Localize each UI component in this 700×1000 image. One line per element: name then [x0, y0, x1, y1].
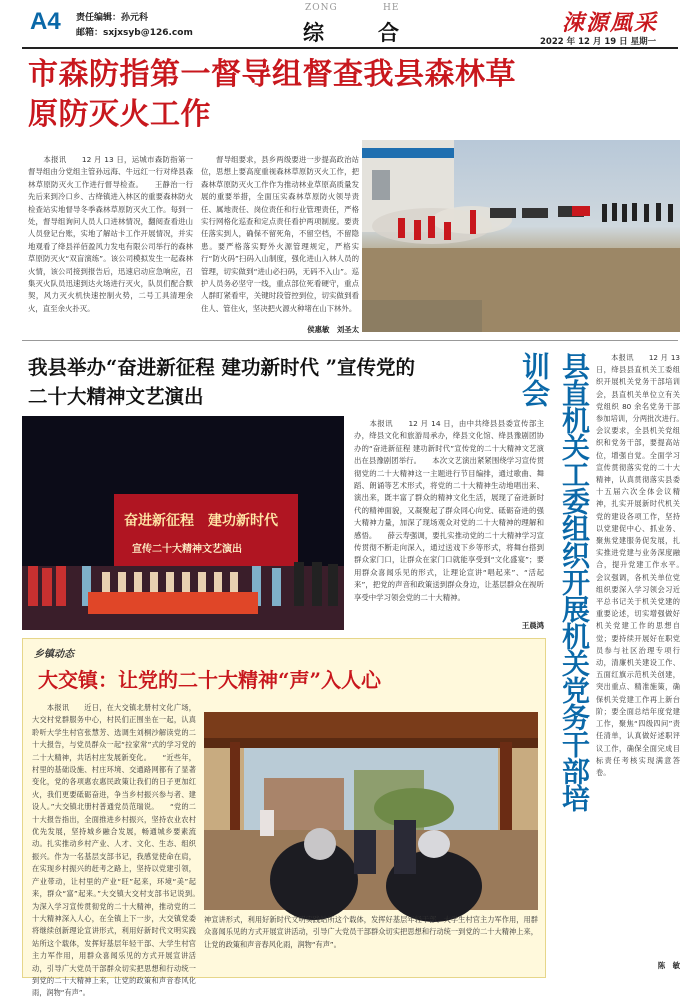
- article3-headline: 大交镇：让党的二十大精神“声”入人心: [38, 668, 382, 692]
- section-char-1: 综: [303, 20, 324, 45]
- pavilion-lecture-photo: [204, 712, 538, 910]
- article2-headline-line2: 二十大精神文艺演出: [28, 385, 204, 408]
- article1-headline-line1: 市森防指第一督导组督查我县森林草: [28, 57, 516, 92]
- page-header: [0, 0, 700, 48]
- pinyin-left: ZONG: [305, 3, 338, 13]
- section-divider-1: [22, 340, 678, 341]
- page-number: A4: [30, 8, 61, 35]
- kicker-text: 乡镇动态: [34, 649, 74, 660]
- article4-vertical-headline: 县直机关工委组织开展机关党务干部培训会: [518, 352, 591, 811]
- pinyin-right: HE: [383, 3, 400, 13]
- town-news-kicker: [34, 645, 74, 660]
- issue-date: 2022 年 12 月 19 日 星期一: [540, 37, 657, 47]
- article1-column-2: 督导组要求，县乡两级要进一步提高政治站位，思想上要高度重视森林草原防灭火工作，把森林草原防灭火工作作为推动林业草原高质量发展的重要举措，全面压实森林草原防火领导责任、属地责任、岗位责任和行业管理责任，严格实行网格化巡查和定点责任看护两项制度。要责任落实到人，确保不留死角，不留空档，不留隐患。要严格落实野外火源管理规定，严格实行“防火码”扫码入山制度，强化进山入林人员的管理，切实做到“进山必扫码，无码不入山”。巡护人员务必坚守一线，重点部位死看硬守，重点人群盯紧看牢，关键时段管控到位，切实做到看住人、管住火，坚决把火源火种堵在山下林外。: [201, 155, 359, 313]
- article4-byline: 陈 敏: [657, 961, 680, 970]
- article3-text: 本报讯 近日，在大交镇北册村文化广场，大交村党群服务中心，村民们正围坐在一起，认真聆听大学生村官张慧芳、选调生刘桐沙解读党的二十大报告，与党员群众一起“拉家常”式的学习党的二十大精神，共话村庄发展新变化。 “近些年，村里的基础设施、村庄环境、交通路网都有了显著变化，党的各项惠农惠民政策让我们的日子更加红火，我们更要砥砺奋进，争当乡村振兴参与者、建设人。”大交镇北册村普通党员范瑞说。 “党的二十大报告指出，全面推进乡村振兴，坚持农业农村优先发展，坚持城乡融合发展，畅通城乡要素流动。扎实推动乡村产业、人才、文化、生态、组织振兴。作为一名基层支部书记，我感觉使命在肩，在实现乡村振兴的赶考之路上，坚持以党建引领，产业带动，让村里的产业“旺”起来，环境“美”起来，群众“富”起来。”大交镇大交村支部书记说到。 为深入学习宣传贯彻党的二十大精神，推动党的二十大精神深入人心，在全镇上下一步，大交镇党委将继续创新理论宣讲形式，利用好新时代文明实践站所这个载体，发挥好基层年轻干部、大学生村官主力军作用，用群众喜闻乐见的方式开展宣讲活动，引导广大党员干部群众切实把思想和行动统一到党的二十大精神上来，让党的政策和声音春风化雨，润物“有声”。: [32, 703, 196, 998]
- stage-banner-line2: 宣传二十大精神文艺演出: [132, 544, 242, 555]
- email-line: 邮箱：sxjxsyb@126.com: [76, 28, 193, 38]
- article2-byline: 王晨鸿: [521, 621, 544, 630]
- article3-text-below-photo: 神宣讲形式，利用好新时代文明实践站所这个载体，发挥好基层年轻干部、大学生村官主力军作用，用群众喜闻乐见的方式开展宣讲活动，引导广大党员干部群众切实把思想和行动统一到党的二十大精神上来，让党的政策和声音春风化雨，润物“有声”。: [204, 915, 538, 949]
- article4-text: 本报讯 12 月 13 日，绛县县直机关工委组织开展机关党务干部培训会，县直机关单位立有关党组织 80 余名党务干部参加培训，分两批次进行。 会议要求，全县机关党组织和党务干部，要提高站位，增强自觉。全面学习宣传贯彻落实党的二十大精神，认真贯彻落实县委十五届六次全体会议精神，扎实开展新时代机关党的建设各项工作，坚持以党建促中心、抓业务、聚焦党建服务促发展，扎实推进党建与业务深度融合，提升党建工作水平。 会议强调，各机关单位党组织要深入学习领会习近平总书记关于机关党建的重要论述，切实增强做好机关党建工作的思想自觉；要持续开展好在职党员参与社区治理专项行动，清廉机关建设工作、五面红旗示范机关创建，突出重点、精准施策，确保机关党建工作再上新台阶；要全面总结年度党建工作，聚焦“四级四问”责任清单，认真做好述职评议工作，确保全面完成目标责任考核实现满意答卷。: [596, 353, 695, 777]
- article1-headline-line2: 原防灭火工作: [28, 97, 211, 132]
- article2-headline-line1: 我县举办“奋进新征程 建功新时代 ”宣传党的: [28, 356, 416, 379]
- header-rule: [22, 47, 678, 49]
- editor-line: 责任编辑：孙元科: [76, 13, 149, 23]
- masthead: 涑源風采: [562, 10, 659, 36]
- article1-column-1: 本报讯 12 月 13 日，运城市森防指第一督导组由分党组主管孙远海、牛远红一行对绛县森林草原防灭火工作进行督导检查。 王静治一行先后来到冷口乡、古绛镇进入林区的重要森林防火检查站实地督导冬季森林草原防灭火工作。每到一处，督导组询问人员人口进林情况，翻阅查看进山人员登记台账，实地了解站卡工作开展情况，并实地观看了绛县祥佰盈风力发电有限公司举行的森林草原防灭火“双盲演练”。该公司模拟发生一起森林火情，该公司接到报告后，迅速启动应急响应，召集灭火队员迅速到达火场进行灭火，队员们配合默契，风力灭火机快速控制火势，二号工具清理余火，直至余火扑灭。: [28, 155, 193, 313]
- article1-byline: 侯惠敏 刘圣太: [307, 325, 359, 334]
- section-char-2: 合: [378, 20, 399, 45]
- article2-text: 本报讯 12 月 14 日，由中共绛县县委宣传部主办，绛县文化和旅游局承办，绛县文化馆、绛县豫剧团协办的“奋进新征程 建功新时代”宣传党的二十大精神文艺演出在县豫剧团举行。 本次文艺演出紧紧围绕学习宣传贯彻党的二十大精神这一主题进行节目编排，通过歌曲、舞蹈、朗诵等艺术形式，将党的二十大精神生动地唱出来、演出来，既丰富了群众的精神文化生活，展现了奋进新时代的精神面貌，又凝聚起了群众同心向党、砥砺奋进的强大精神力量，加深了现场观众对党的二十大精神的理解和感悟。 薛云寿强调，要扎实推动党的二十大精神学习宣传贯彻不断走向深入，通过送戏下乡等形式，将舞台搭到群众家门口，让群众在家门口就能享受到“文化盛宴”；要用群众喜闻乐见的形式，让理论宣讲“唱起来”、“活起来”，把党的声音和政策送到群众身边，让基层群众在视听享受中学习领会党的二十大精神。: [354, 419, 544, 602]
- fire-drill-photo: [362, 140, 680, 332]
- performance-stage-photo: [22, 416, 344, 630]
- stage-banner-line1: 奋进新征程 建功新时代: [124, 513, 278, 529]
